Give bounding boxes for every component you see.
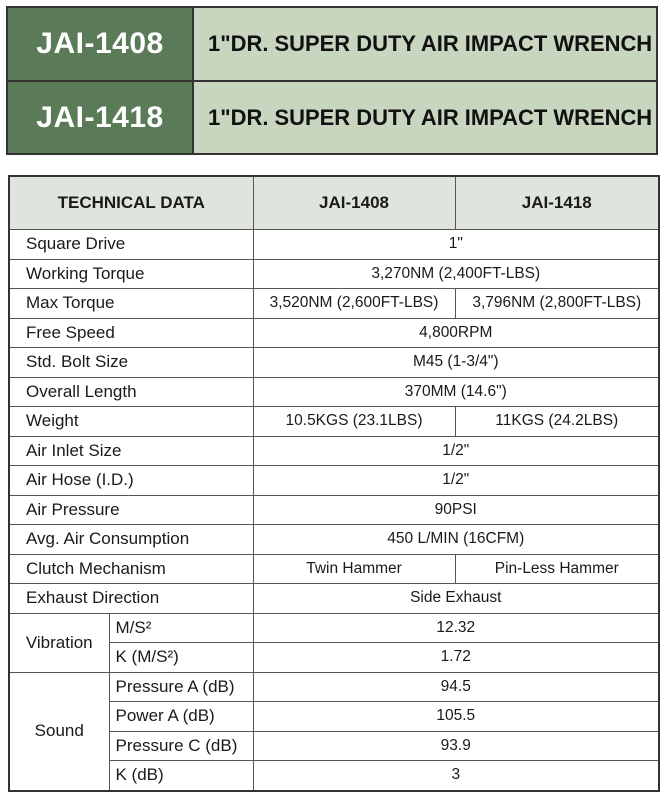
model-row	[8, 82, 656, 153]
row-label: Working Torque	[9, 259, 253, 289]
row-value: 90PSI	[253, 495, 659, 525]
table-row	[9, 230, 659, 260]
row-label: Power A (dB)	[109, 702, 253, 732]
row-label: Air Inlet Size	[9, 436, 253, 466]
vibration-group-label: Vibration	[9, 613, 109, 672]
row-value: Side Exhaust	[253, 584, 659, 614]
row-label: M/S²	[109, 613, 253, 643]
row-value: 3,270NM (2,400FT-LBS)	[253, 259, 659, 289]
table-row	[9, 525, 659, 555]
sound-group-label: Sound	[9, 672, 109, 791]
table-row	[9, 672, 659, 702]
model-title: 1"DR. SUPER DUTY AIR IMPACT WRENCH	[194, 8, 656, 80]
table-row	[9, 348, 659, 378]
row-value: 12.32	[253, 613, 659, 643]
row-label: Overall Length	[9, 377, 253, 407]
row-value-model-1: Twin Hammer	[253, 554, 455, 584]
table-row	[9, 436, 659, 466]
row-value: 1.72	[253, 643, 659, 673]
row-value: M45 (1-3/4")	[253, 348, 659, 378]
row-label: K (dB)	[109, 761, 253, 791]
row-label: Square Drive	[9, 230, 253, 260]
table-row	[9, 318, 659, 348]
table-header-row	[9, 176, 659, 230]
row-value: 1/2"	[253, 436, 659, 466]
row-value: 105.5	[253, 702, 659, 732]
row-label: Clutch Mechanism	[9, 554, 253, 584]
row-label: Std. Bolt Size	[9, 348, 253, 378]
row-label: Pressure C (dB)	[109, 731, 253, 761]
row-value: 94.5	[253, 672, 659, 702]
row-value: 1/2"	[253, 466, 659, 496]
row-label: Avg. Air Consumption	[9, 525, 253, 555]
row-value: 3	[253, 761, 659, 791]
row-label: K (M/S²)	[109, 643, 253, 673]
row-value-model-1: 10.5KGS (23.1LBS)	[253, 407, 455, 437]
row-label: Max Torque	[9, 289, 253, 319]
table-row	[9, 377, 659, 407]
header-model-2: JAI-1418	[455, 176, 659, 230]
model-header	[6, 6, 658, 155]
row-value: 93.9	[253, 731, 659, 761]
table-row	[9, 554, 659, 584]
row-value: 1"	[253, 230, 659, 260]
table-row	[9, 259, 659, 289]
row-value-model-2: Pin-Less Hammer	[455, 554, 659, 584]
row-label: Exhaust Direction	[9, 584, 253, 614]
row-value: 370MM (14.6")	[253, 377, 659, 407]
model-code: JAI-1418	[8, 82, 194, 153]
header-technical-data: TECHNICAL DATA	[9, 176, 253, 230]
row-label: Air Hose (I.D.)	[9, 466, 253, 496]
row-label: Air Pressure	[9, 495, 253, 525]
row-label: Weight	[9, 407, 253, 437]
row-value-model-2: 11KGS (24.2LBS)	[455, 407, 659, 437]
technical-data-table	[8, 175, 660, 792]
table-row	[9, 289, 659, 319]
row-value-model-2: 3,796NM (2,800FT-LBS)	[455, 289, 659, 319]
table-row	[9, 495, 659, 525]
row-value: 4,800RPM	[253, 318, 659, 348]
row-value: 450 L/MIN (16CFM)	[253, 525, 659, 555]
header-model-1: JAI-1408	[253, 176, 455, 230]
model-code: JAI-1408	[8, 8, 194, 80]
model-row	[8, 8, 656, 80]
model-title: 1"DR. SUPER DUTY AIR IMPACT WRENCH	[194, 82, 656, 153]
table-row	[9, 466, 659, 496]
row-label: Pressure A (dB)	[109, 672, 253, 702]
table-row	[9, 584, 659, 614]
row-label: Free Speed	[9, 318, 253, 348]
row-value-model-1: 3,520NM (2,600FT-LBS)	[253, 289, 455, 319]
table-row	[9, 407, 659, 437]
table-row	[9, 613, 659, 643]
